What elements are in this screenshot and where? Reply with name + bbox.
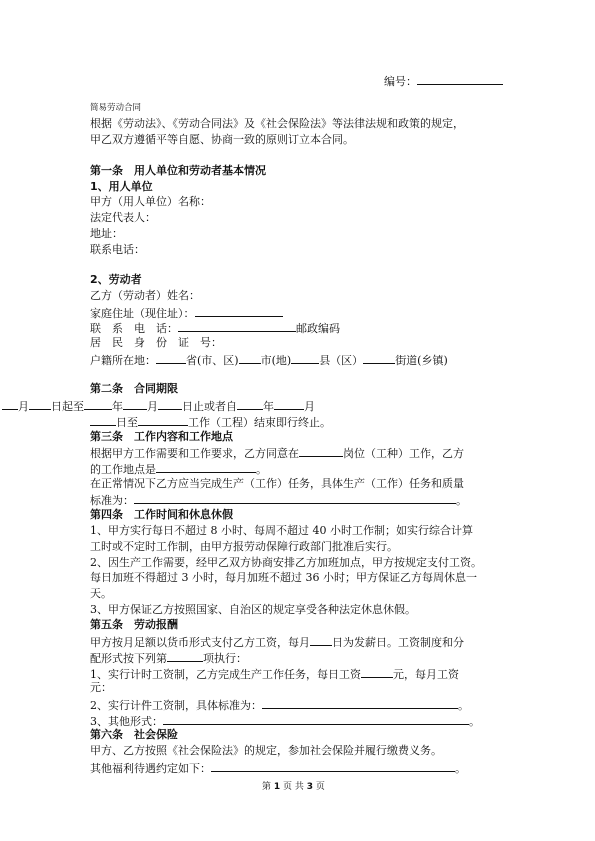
pay-line-4: 元： xyxy=(90,681,112,694)
pay-line-5 xyxy=(90,697,469,713)
until-or-label: 日止或者自 xyxy=(182,400,237,413)
end-year-blank[interactable] xyxy=(84,398,112,410)
hours-line-5: 天。 xyxy=(90,587,112,600)
hours-line-1: 1、甲方实行每日不超过 8 小时、每周不超过 40 小时工作制；如实行综合计算 xyxy=(90,524,473,537)
month-label: 月 xyxy=(18,400,29,413)
pay-text-5b: 。 xyxy=(458,699,469,712)
pay-text-5a: 2、实行计件工资制，具体标准为： xyxy=(90,699,262,712)
job-text-1b: 岗位（工种）工作，乙方 xyxy=(343,447,464,460)
employer-name-label: 甲方（用人单位）名称： xyxy=(90,195,211,208)
article3-heading: 第三条 工作内容和工作地点 xyxy=(90,430,233,443)
hukou-line xyxy=(90,352,448,368)
pay-text-6b: 。 xyxy=(469,715,480,728)
job-line-1 xyxy=(90,445,464,461)
address-label: 地址： xyxy=(90,227,123,240)
pay-text-2b: 项执行： xyxy=(203,652,247,665)
year-label: 年 xyxy=(112,400,123,413)
day-from-label: 日起至 xyxy=(51,400,84,413)
doc-title: 简易劳动合同 xyxy=(90,103,142,113)
day-end-label: 日至 xyxy=(116,416,138,429)
city-label: 市(地) xyxy=(260,354,292,367)
pay-text-1b: 日为发薪日。工资制度和分 xyxy=(332,636,464,649)
pay-text-3b: 元，每月工资 xyxy=(393,668,459,681)
county-label: 县（区） xyxy=(319,354,364,367)
job-line-4 xyxy=(90,492,467,508)
hukou-label: 户籍所在地： xyxy=(90,354,156,367)
page-number: 1 xyxy=(273,782,281,792)
alt-month-blank[interactable] xyxy=(274,398,304,410)
job-line-2 xyxy=(90,461,267,477)
county-blank[interactable] xyxy=(291,352,319,364)
piece-rate-blank[interactable] xyxy=(262,697,458,709)
job-position-blank[interactable] xyxy=(299,445,343,457)
footer-post: 页 xyxy=(315,782,325,792)
city-blank[interactable] xyxy=(239,352,261,364)
alt-day-blank[interactable] xyxy=(90,414,116,426)
home-address-label: 家庭住址（现住址）： xyxy=(90,307,195,320)
daily-wage-blank[interactable] xyxy=(361,666,393,678)
job-text-4a: 标准为： xyxy=(90,494,134,507)
article5-heading: 第五条 劳动报酬 xyxy=(90,618,178,631)
end-day-blank[interactable] xyxy=(158,398,182,410)
job-text-4b: 。 xyxy=(456,494,467,507)
worker-phone-line xyxy=(90,320,340,336)
legal-rep-label: 法定代表人： xyxy=(90,211,156,224)
month-label-3: 月 xyxy=(304,400,315,413)
work-location-blank[interactable] xyxy=(156,461,256,473)
end-month-blank[interactable] xyxy=(123,398,147,410)
year-label-2: 年 xyxy=(263,400,274,413)
pay-line-1 xyxy=(90,634,464,650)
article1-heading: 第一条 用人单位和劳动者基本情况 xyxy=(90,164,266,177)
insurance-line-2 xyxy=(90,760,466,776)
job-text-2b: 。 xyxy=(256,463,267,476)
phone-label: 联系电话： xyxy=(90,243,145,256)
term-line-2 xyxy=(90,414,331,430)
pay-line-3 xyxy=(90,666,459,682)
pay-text-3a: 1、实行计时工资制，乙方完成生产工作任务，每日工资 xyxy=(90,668,361,681)
job-text-2a: 的工作地点是 xyxy=(90,463,156,476)
job-line-3: 在正常情况下乙方应当完成生产（工作）任务，具体生产（工作）任务和质量 xyxy=(90,477,464,490)
payday-blank[interactable] xyxy=(310,634,332,646)
home-address-blank[interactable] xyxy=(195,305,283,317)
employer-heading: 1、用人单位 xyxy=(90,180,153,193)
footer-pre: 第 xyxy=(262,782,272,792)
preamble-line-1: 根据《劳动法》、《劳动合同法》及《社会保险法》等法律法规和政策的规定， xyxy=(90,117,464,130)
insurance-text-2b: 。 xyxy=(455,762,466,775)
pay-option-blank[interactable] xyxy=(167,650,203,662)
pay-line-6 xyxy=(90,713,480,729)
hours-line-6: 3、甲方保证乙方按照国家、自治区的规定享受各种法定休息休假。 xyxy=(90,603,416,616)
article4-heading: 第四条 工作时间和休息休假 xyxy=(90,508,233,521)
doc-number xyxy=(384,73,503,89)
article6-heading: 第六条 社会保险 xyxy=(90,728,178,741)
hours-line-3: 2、因生产工作需要，经甲乙双方协商安排乙方加班加点，甲方按规定支付工资。 xyxy=(90,556,482,569)
home-address-line xyxy=(90,305,283,321)
hours-line-4: 每日加班不得超过 3 小时，每月加班不超过 36 小时；甲方保证乙方每周休息一 xyxy=(90,571,477,584)
worker-heading: 2、劳动者 xyxy=(90,273,142,286)
article2-heading: 第二条 合同期限 xyxy=(90,382,178,395)
street-label: 街道(乡镇) xyxy=(395,354,448,367)
start-month-blank[interactable] xyxy=(2,398,18,410)
term-line-1 xyxy=(2,398,315,414)
page-total: 3 xyxy=(306,782,314,792)
pay-line-2 xyxy=(90,650,247,666)
benefits-blank[interactable] xyxy=(211,760,455,772)
preamble-line-2: 甲乙双方遵循平等自愿、协商一致的原则订立本合同。 xyxy=(90,133,354,146)
doc-number-blank[interactable] xyxy=(417,73,503,85)
work-project-label: 工作（工程）结束即行终止。 xyxy=(188,416,331,429)
page-footer xyxy=(262,780,325,794)
street-blank[interactable] xyxy=(363,352,395,364)
worker-name-label: 乙方（劳动者）姓名： xyxy=(90,289,200,302)
pay-text-1a: 甲方按月足额以货币形式支付乙方工资，每月 xyxy=(90,636,310,649)
work-project-blank[interactable] xyxy=(138,414,188,426)
hours-line-2: 工时或不定时工作制，由甲方报劳动保障行政部门批准后实行。 xyxy=(90,540,398,553)
province-blank[interactable] xyxy=(156,352,186,364)
insurance-line-1: 甲方、乙方按照《社会保险法》的规定，参加社会保险并履行缴费义务。 xyxy=(90,744,442,757)
pay-text-6a: 3、其他形式： xyxy=(90,715,163,728)
quality-standard-blank[interactable] xyxy=(134,492,456,504)
other-form-blank[interactable] xyxy=(163,713,469,725)
pay-text-2a: 配形式按下列第 xyxy=(90,652,167,665)
worker-phone-blank[interactable] xyxy=(178,320,296,332)
insurance-text-2a: 其他福利待遇约定如下： xyxy=(90,762,211,775)
province-label: 省(市、区) xyxy=(186,354,239,367)
alt-year-blank[interactable] xyxy=(237,398,263,410)
worker-phone-label: 联 系 电 话： xyxy=(90,322,178,335)
id-number-label: 居 民 身 份 证 号： xyxy=(90,336,222,349)
postcode-label: 邮政编码 xyxy=(296,322,340,335)
month-label-2: 月 xyxy=(147,400,158,413)
job-text-1a: 根据甲方工作需要和工作要求，乙方同意在 xyxy=(90,447,299,460)
start-day-blank[interactable] xyxy=(29,398,51,410)
footer-mid: 页 共 xyxy=(283,782,304,792)
doc-number-label: 编号： xyxy=(384,75,417,88)
